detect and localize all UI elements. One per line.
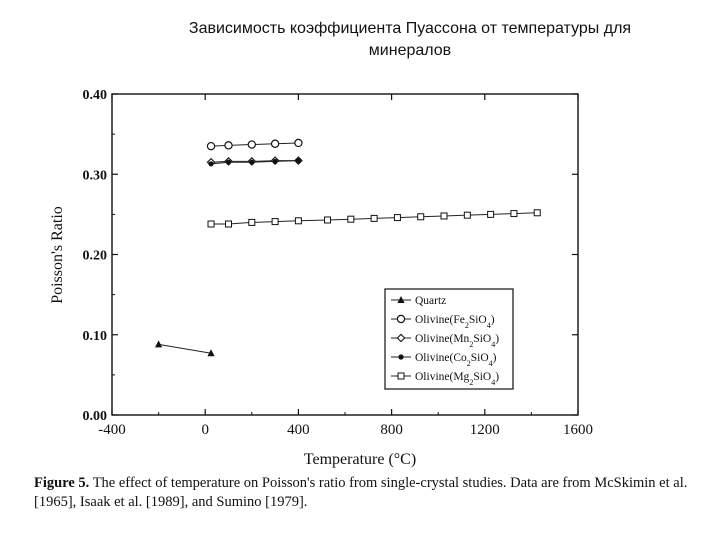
y-tick-label: 0.10 [82,328,107,344]
legend-label-part: ) [495,371,500,383]
y-tick-label: 0.00 [82,409,107,424]
legend-marker [397,315,404,322]
series-1 [155,340,215,356]
legend-label-part: Olivine(Co [415,352,467,364]
x-tick-label: 800 [380,422,403,438]
legend-label-part: SiO [473,371,492,383]
data-point [296,158,301,163]
legend-label-part: 4 [491,339,496,349]
legend-label-part: 4 [486,320,491,330]
legend-marker [398,354,403,359]
series-line [159,344,211,353]
data-point [272,219,278,225]
data-point [348,216,354,222]
legend [385,289,513,389]
series-2 [207,139,302,149]
data-point [226,160,231,165]
data-point [325,217,331,223]
legend-label-part: 4 [488,358,493,368]
y-tick-label: 0.40 [82,88,107,103]
legend-label-part: SiO [473,333,492,345]
caption-text: The effect of temperature on Poisson's ratio from single-crystal studies. Data are from McSkimin et al. [1965], Isaak et al. [1989], and Sumino [1979]. [34,475,688,510]
slide-title-line2: минералов [368,42,452,59]
series-5 [208,210,540,227]
data-point [249,219,255,225]
legend-label-part: ) [495,333,500,345]
legend-label [415,295,446,307]
data-point [394,215,400,221]
data-point [295,218,301,224]
figure-caption [34,474,694,512]
legend-label-part: Olivine(Fe [415,314,465,326]
data-point [208,161,213,166]
legend-label-part: Olivine(Mg [415,371,470,383]
x-tick-label: 1200 [469,422,500,438]
data-point [534,210,540,216]
data-point [155,340,162,347]
legend-label-part: Olivine(Mn [415,333,470,345]
data-point [249,160,254,165]
data-point [418,214,424,220]
data-point [272,140,279,147]
x-tick-label: 0 [201,422,209,438]
data-point [248,141,255,148]
legend-label-part: SiO [468,314,487,326]
series-4 [208,158,301,166]
data-point [295,139,302,146]
legend-label-part: ) [492,352,497,364]
x-tick-label: 400 [287,422,310,438]
data-point [371,215,377,221]
legend-label-part: 4 [491,377,496,387]
legend-label-part: ) [490,314,495,326]
axes-layer [83,88,594,438]
data-point [226,221,232,227]
x-tick-label: -400 [98,422,126,438]
data-point [464,212,470,218]
caption-label: Figure 5. [34,475,90,491]
y-tick-label: 0.20 [82,248,107,264]
legend-marker [398,373,404,379]
data-point [441,213,447,219]
data-point [207,143,214,150]
data-point [511,211,517,217]
slide-title-line1: Зависимость коэффициента Пуассона от температуры для [188,20,632,37]
legend-label-part: 2 [469,339,474,349]
legend-label-part: 2 [464,320,469,330]
y-tick-label: 0.30 [82,168,107,184]
legend-label-part: Quartz [415,295,447,307]
x-tick-label: 1600 [563,422,593,438]
data-point [488,211,494,217]
data-point [225,142,232,149]
data-point [273,159,278,164]
data-point [208,221,214,227]
legend-label-part: 2 [466,358,471,368]
y-axis-label: Poisson's Ratio [49,206,66,304]
legend-label-part: 2 [469,377,474,387]
x-axis-label: Temperature (°C) [303,451,417,468]
legend-label-part: SiO [470,352,489,364]
